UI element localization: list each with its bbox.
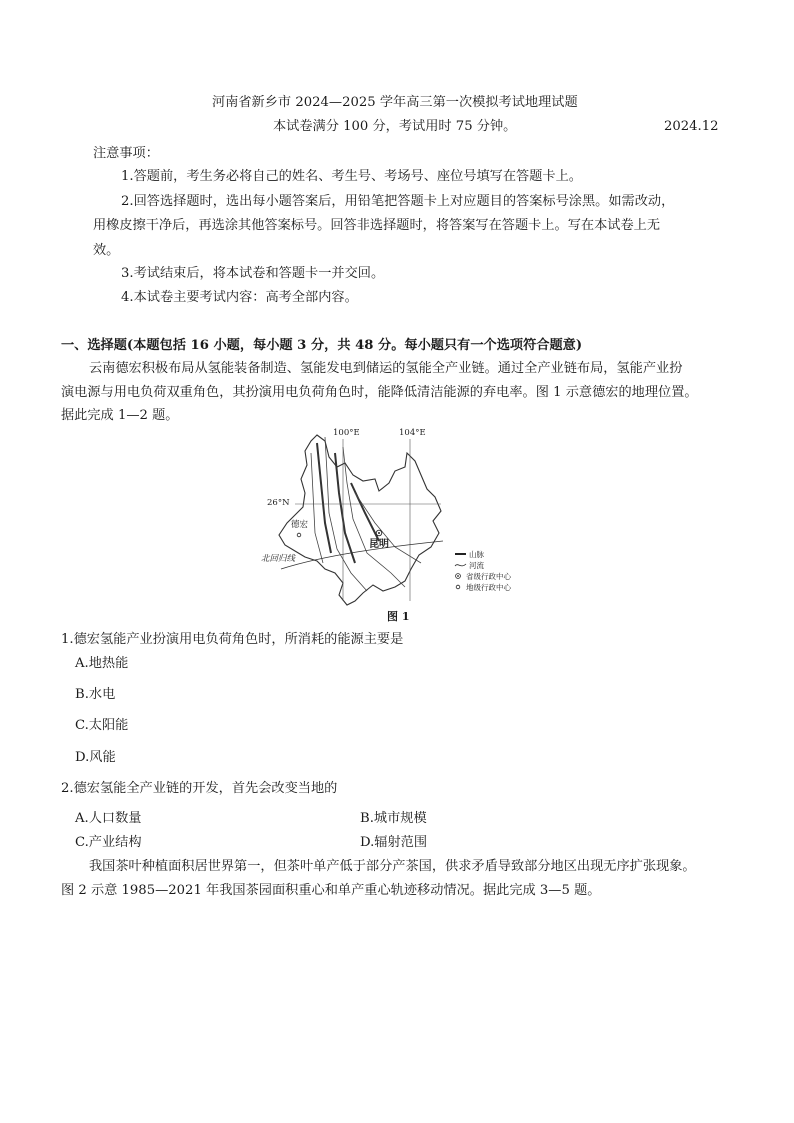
passage-1-line-1: 云南德宏积极布局从氢能装备制造、氢能发电到储运的氢能全产业链。通过全产业链布局，氢能产业扮 — [89, 361, 683, 376]
exam-info: 本试卷满分 100 分，考试用时 75 分钟。 — [273, 119, 517, 134]
legend-mountain: 山脉 — [469, 550, 484, 559]
question-1-option-d[interactable]: D.风能 — [75, 750, 116, 765]
notice-item-2-line-1: 2.回答选择题时，选出每小题答案后，用铅笔把答题卡上对应题目的答案标号涂黑。如需改动， — [121, 194, 675, 209]
question-2-option-b[interactable]: B.城市规模 — [360, 811, 427, 826]
figure-1-caption: 图 1 — [387, 610, 410, 623]
notice-heading: 注意事项： — [93, 146, 159, 161]
passage-1-line-3: 据此完成 1—2 题。 — [61, 408, 179, 423]
passage-2-line-2: 图 2 示意 1985—2021 年我国茶园面积重心和单产重心轨迹移动情况。据此完成 3—5 题。 — [61, 883, 601, 898]
notice-item-4: 4.本试卷主要考试内容：高考全部内容。 — [121, 290, 358, 305]
lat-26-label: 26°N — [267, 498, 290, 508]
question-2-option-a[interactable]: A.人口数量 — [75, 811, 142, 826]
kunming-label: 昆明 — [369, 539, 389, 550]
legend-river: 河流 — [469, 561, 484, 570]
legend-river-symbol — [455, 564, 466, 566]
notice-item-2-line-2: 用橡皮擦干净后，再选涂其他答案标号。回答非选择题时，将答案写在答题卡上。写在本试卷上无 — [93, 218, 661, 233]
notice-item-3: 3.考试结束后，将本试卷和答题卡一并交回。 — [121, 266, 385, 281]
question-2-option-d[interactable]: D.辐射范围 — [360, 835, 428, 850]
question-2-option-c[interactable]: C.产业结构 — [75, 835, 142, 850]
river-line — [355, 493, 421, 563]
mountain-ridge — [351, 483, 379, 541]
notice-item-2-line-3: 效。 — [93, 243, 120, 258]
passage-1-line-2: 演电源与用电负荷双重角色，其扮演用电负荷角色时，能降低清洁能源的弃电率。图 1 示意德宏的地理位置。 — [61, 385, 698, 400]
exam-date: 2024.12 — [664, 119, 719, 134]
lon-100-label: 100°E — [333, 428, 360, 438]
dehong-marker — [297, 533, 301, 537]
question-1-option-c[interactable]: C.太阳能 — [75, 718, 129, 733]
river-line — [343, 447, 405, 587]
question-1-stem: 1.德宏氢能产业扮演用电负荷角色时，所消耗的能源主要是 — [61, 632, 404, 647]
question-1-option-a[interactable]: A.地热能 — [75, 656, 129, 671]
exam-title: 河南省新乡市 2024—2025 学年高三第一次模拟考试地理试题 — [212, 95, 578, 110]
question-2-stem: 2.德宏氢能全产业链的开发，首先会改变当地的 — [61, 781, 338, 796]
dehong-label: 德宏 — [291, 520, 309, 530]
legend-prefecture-center: 地级行政中心 — [466, 583, 511, 592]
passage-2-line-1: 我国茶叶种植面积居世界第一，但茶叶单产低于部分产茶国，供求矛盾导致部分地区出现无序扩张现象。 — [89, 859, 696, 874]
river-line — [311, 453, 323, 563]
question-1-option-b[interactable]: B.水电 — [75, 687, 116, 702]
tropic-label: 北回归线 — [261, 554, 296, 564]
section-heading: 一、选择题(本题包括 16 小题，每小题 3 分，共 48 分。每小题只有一个选项符合题意) — [61, 338, 583, 353]
notice-item-1: 1.答题前，考生务必将自己的姓名、考生号、考场号、座位号填写在答题卡上。 — [121, 169, 582, 184]
mountain-ridge — [335, 453, 355, 563]
legend-prefecture-symbol — [456, 585, 460, 589]
legend-provincial-center: 省级行政中心 — [466, 572, 511, 581]
mountain-ridge — [317, 443, 331, 553]
figure-1-map — [255, 423, 535, 609]
kunming-marker-dot — [378, 532, 380, 534]
lon-104-label: 104°E — [399, 428, 426, 438]
